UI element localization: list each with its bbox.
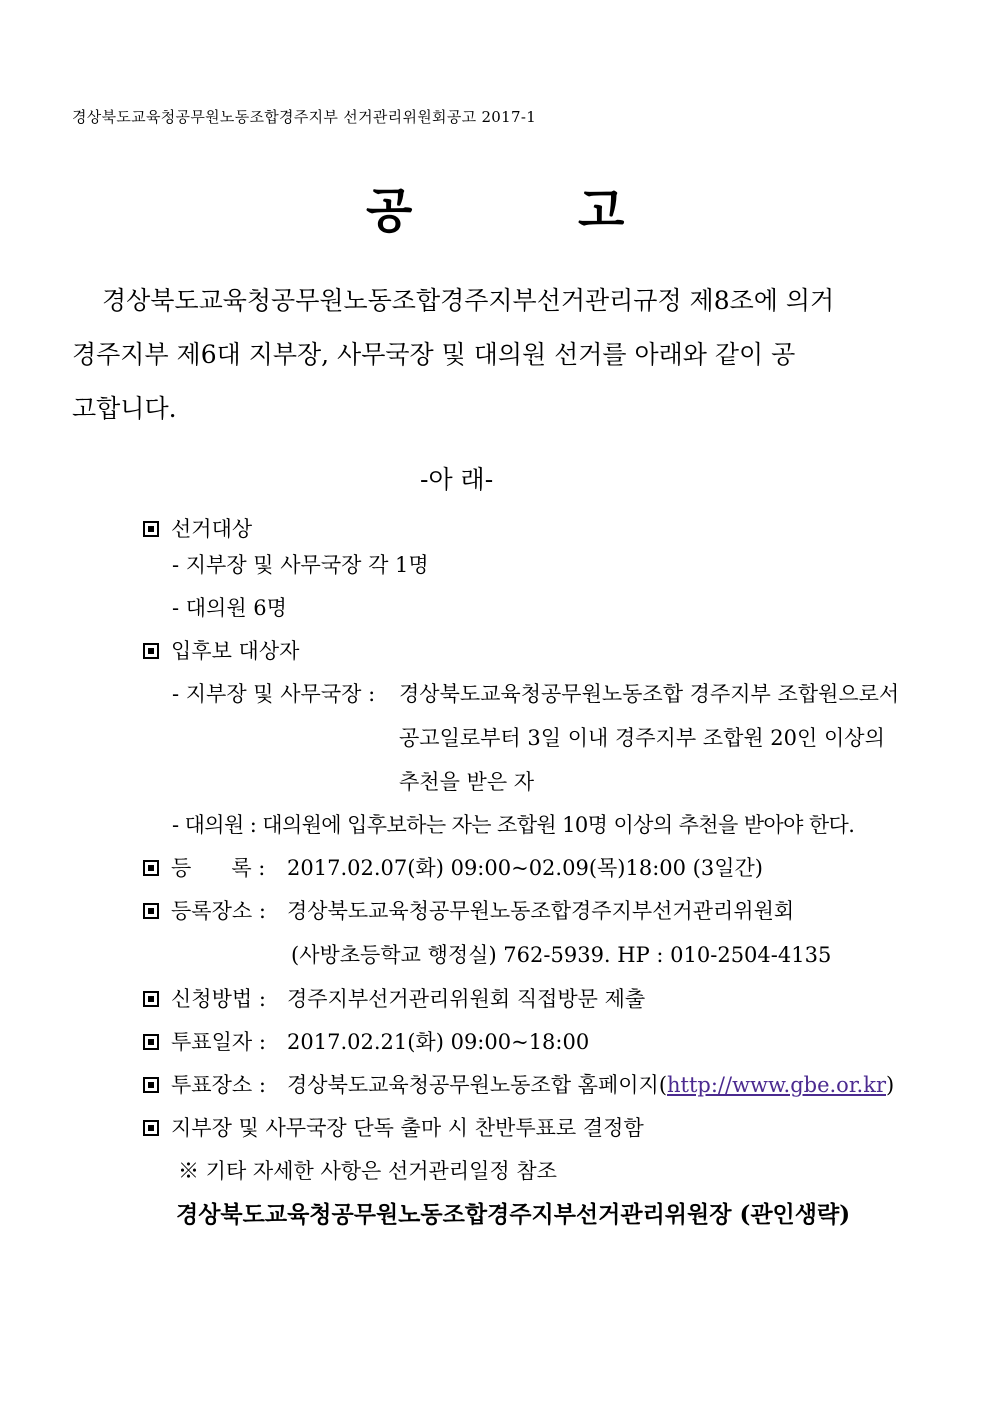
registration-row [143, 852, 265, 882]
title-char-2: 고 [578, 183, 625, 239]
registration-label: 등 록 : [171, 856, 266, 880]
registration-value: 2017.02.07(화) 09:00~02.09(목)18:00 (3일간) [287, 856, 764, 880]
section-heading: -아 래- [420, 465, 494, 494]
place-line-1: 경상북도교육청공무원노동조합경주지부선거관리위원회 [287, 899, 795, 923]
delegate-line: - 대의원 : 대의원에 입후보하는 자는 조합원 10명 이상의 추천을 받아야 한다. [172, 813, 855, 837]
branch-line-1: 경상북도교육청공무원노동조합 경주지부 조합원으로서 [399, 682, 900, 706]
signature: 경상북도교육청공무원노동조합경주지부선거관리위원장 (관인생략) [176, 1201, 851, 1228]
target-item-1: - 지부장 및 사무국장 각 1명 [172, 553, 429, 577]
checkbox-icon [143, 1120, 159, 1136]
note: ※ 기타 자세한 사항은 선거관리일정 참조 [178, 1159, 557, 1183]
branch-line-2: 공고일로부터 3일 이내 경주지부 조합원 20인 이상의 [399, 726, 885, 750]
branch-prefix: - 지부장 및 사무국장 : [172, 682, 376, 706]
checkbox-icon [143, 521, 159, 537]
checkbox-icon [143, 991, 159, 1007]
title-char-1: 공 [366, 183, 413, 239]
intro-line-1: 경상북도교육청공무원노동조합경주지부선거관리규정 제8조에 의거 [102, 286, 835, 315]
checkbox-icon [143, 1077, 159, 1093]
method-row [143, 983, 266, 1013]
vote-place-row [143, 1069, 266, 1099]
vote-date-row [143, 1026, 266, 1056]
vote-place-label: 투표장소 : [171, 1073, 266, 1097]
checkbox-icon [143, 903, 159, 919]
target-section [143, 513, 252, 543]
candidates-section [143, 635, 299, 665]
single-candidate-text: 지부장 및 사무국장 단독 출마 시 찬반투표로 결정함 [171, 1116, 644, 1140]
method-label: 신청방법 : [171, 987, 266, 1011]
candidates-label: 입후보 대상자 [171, 639, 300, 663]
intro-line-2: 경주지부 제6대 지부장, 사무국장 및 대의원 선거를 아래와 같이 공 [72, 340, 796, 369]
homepage-link[interactable]: http://www.gbe.or.kr [667, 1073, 886, 1097]
checkbox-icon [143, 1034, 159, 1050]
checkbox-icon [143, 643, 159, 659]
place-label: 등록장소 : [171, 899, 266, 923]
single-candidate-row [143, 1112, 644, 1142]
vote-date-label: 투표일자 : [171, 1030, 266, 1054]
intro-line-3: 고합니다. [72, 394, 177, 423]
method-value: 경주지부선거관리위원회 직접방문 제출 [287, 987, 646, 1011]
checkbox-icon [143, 860, 159, 876]
vote-place-text: 경상북도교육청공무원노동조합 홈페이지( [287, 1073, 668, 1097]
vote-place-value [287, 1069, 894, 1099]
notice-number: 경상북도교육청공무원노동조합경주지부 선거관리위원회공고 2017-1 [72, 108, 537, 126]
place-row [143, 895, 266, 925]
target-item-2: - 대의원 6명 [172, 596, 287, 620]
place-line-2: (사방초등학교 행정실) 762-5939. HP : 010-2504-4135 [291, 943, 832, 967]
vote-place-close: ) [886, 1073, 895, 1097]
branch-line-3: 추천을 받은 자 [399, 770, 535, 794]
target-label: 선거대상 [171, 517, 253, 541]
vote-date-value: 2017.02.21(화) 09:00~18:00 [287, 1030, 590, 1054]
